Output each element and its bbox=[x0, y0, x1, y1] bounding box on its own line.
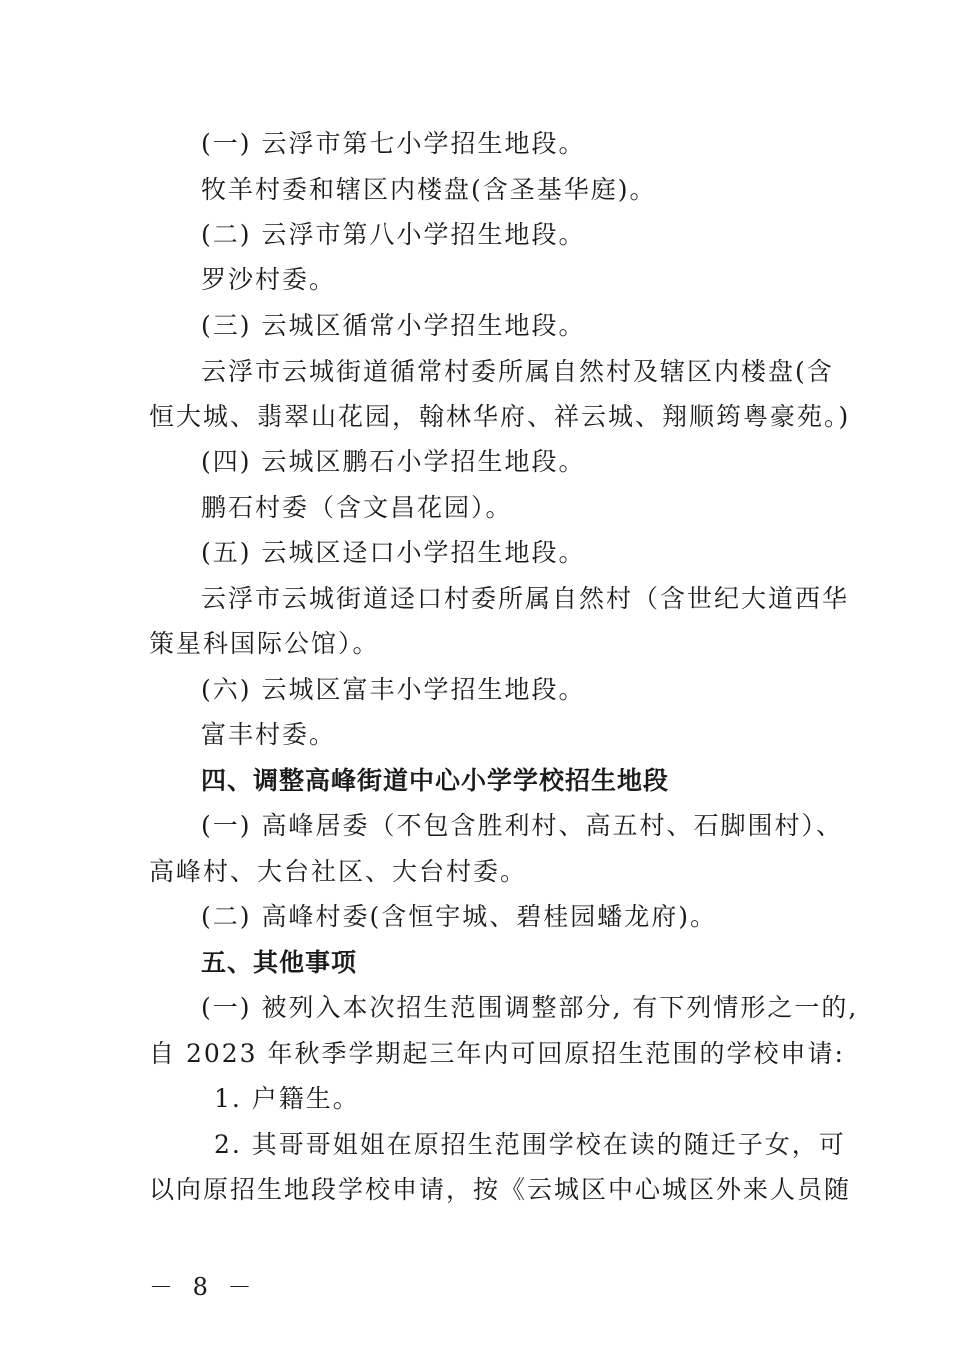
list-item: 2. 其哥哥姐姐在原招生范围学校在读的随迁子女，可 bbox=[214, 1130, 846, 1159]
paragraph-text: (二) 高峰村委(含恒宇城、碧桂园蟠龙府)。 bbox=[201, 902, 717, 931]
section-heading-school-8: (二) 云浮市第八小学招生地段。 bbox=[201, 220, 586, 249]
paragraph-text: 高峰村、大台社区、大台村委。 bbox=[149, 857, 528, 886]
paragraph-text: (一) 高峰居委（不包含胜利村、高五村、石脚围村）、 bbox=[201, 811, 843, 840]
chapter-heading-5: 五、其他事项 bbox=[201, 948, 358, 977]
paragraph-text: 罗沙村委。 bbox=[201, 265, 337, 294]
section-heading-fufeng: (六) 云城区富丰小学招生地段。 bbox=[201, 675, 586, 704]
list-item: 1. 户籍生。 bbox=[214, 1084, 360, 1113]
paragraph-text: 牧羊村委和辖区内楼盘(含圣基华庭)。 bbox=[201, 175, 657, 204]
paragraph-text: 云浮市云城街道迳口村委所属自然村（含世纪大道西华 bbox=[201, 584, 850, 613]
section-heading-pengshi: (四) 云城区鹏石小学招生地段。 bbox=[201, 447, 586, 476]
section-heading-xunchang: (三) 云城区循常小学招生地段。 bbox=[201, 311, 586, 340]
paragraph-text: 恒大城、翡翠山花园，翰林华府、祥云城、翔顺筠粤豪苑。) bbox=[149, 402, 851, 431]
paragraph-text: 以向原招生地段学校申请，按《云城区中心城区外来人员随 bbox=[149, 1175, 852, 1204]
paragraph-text: (一) 被列入本次招生范围调整部分, 有下列情形之一的, bbox=[201, 993, 859, 1022]
paragraph-text: 富丰村委。 bbox=[201, 720, 337, 749]
paragraph-text: 鹏石村委（含文昌花园）。 bbox=[201, 493, 513, 522]
paragraph-text: 云浮市云城街道循常村委所属自然村及辖区内楼盘(含 bbox=[201, 357, 834, 386]
section-heading-jingkou: (五) 云城区迳口小学招生地段。 bbox=[201, 538, 586, 567]
chapter-heading-4: 四、调整高峰街道中心小学学校招生地段 bbox=[201, 766, 670, 795]
page-number: － 8 － bbox=[149, 1273, 258, 1301]
section-heading-school-7: (一) 云浮市第七小学招生地段。 bbox=[201, 129, 586, 158]
paragraph-text: 策星科国际公馆）。 bbox=[149, 629, 380, 658]
paragraph-text: 自 2023 年秋季学期起三年内可回原招生范围的学校申请: bbox=[149, 1039, 845, 1068]
